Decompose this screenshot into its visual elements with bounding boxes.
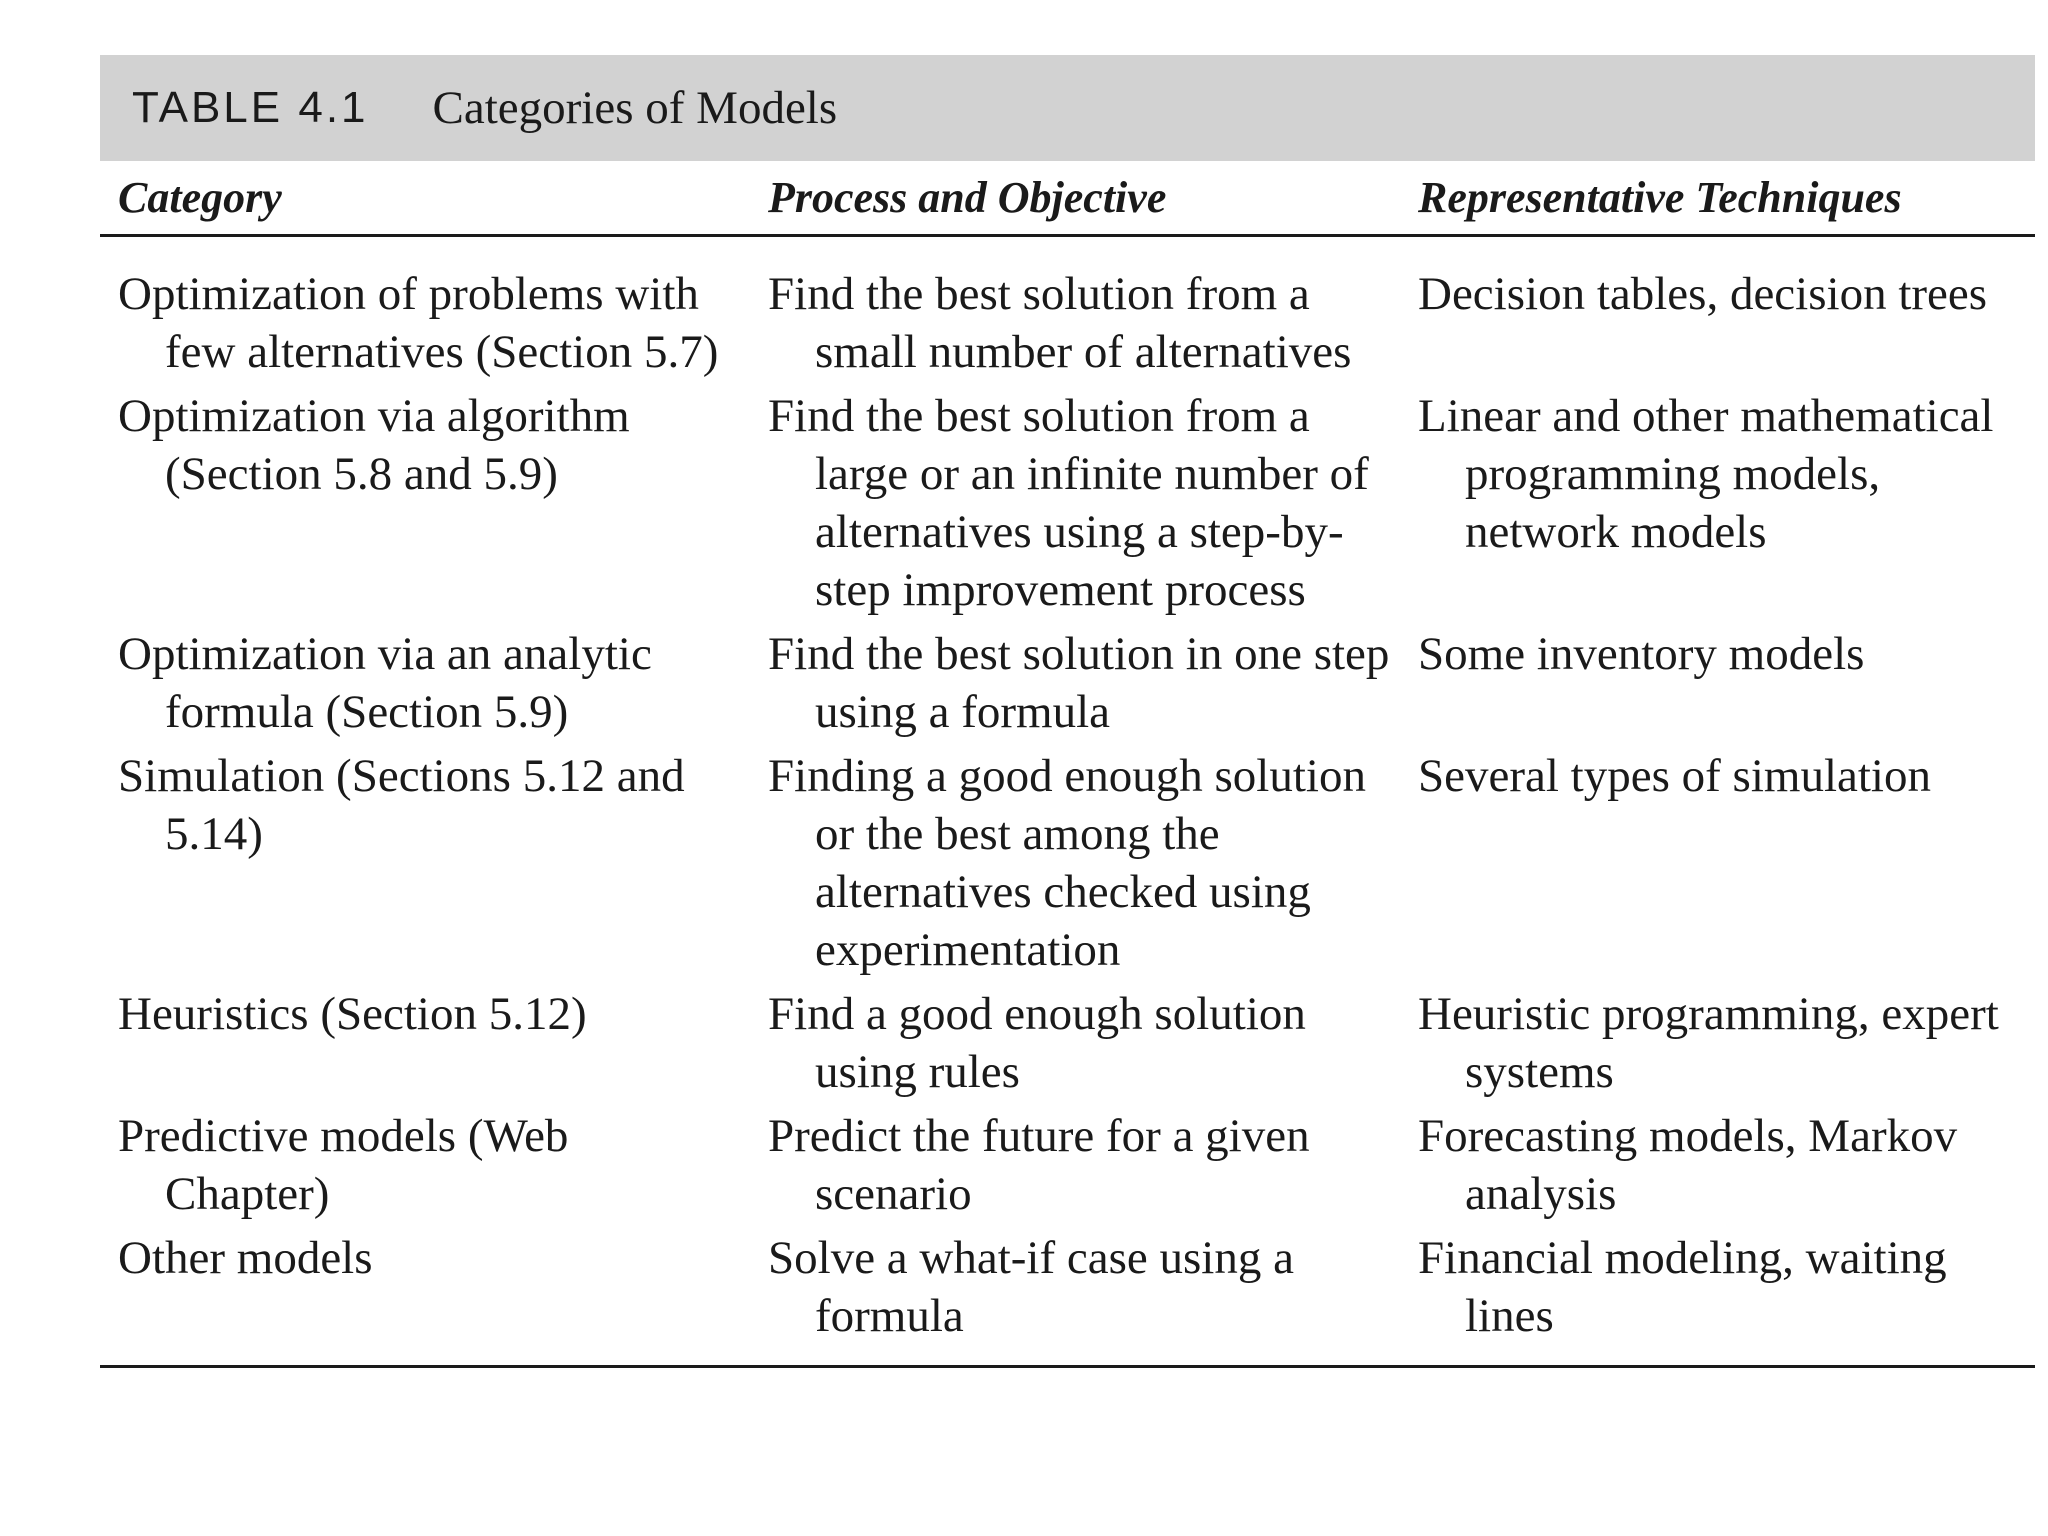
models-table	[100, 55, 2035, 1368]
techniques-cell: Forecasting models, Markov analysis	[1418, 1110, 1958, 1220]
table-number: TABLE 4.1	[132, 83, 369, 132]
process-cell: Find a good enough solution using rules	[768, 988, 1306, 1098]
table-title-bar	[100, 55, 2035, 161]
column-header-category: Category	[118, 173, 282, 222]
table-row	[100, 387, 2035, 619]
category-cell: Optimization via algorithm (Section 5.8 and 5.9)	[118, 390, 630, 500]
table-title: Categories of Models	[432, 82, 838, 134]
techniques-cell: Financial modeling, waiting lines	[1418, 1232, 1947, 1342]
table-header-row	[100, 161, 2035, 237]
table-row	[100, 1229, 2035, 1345]
process-cell: Solve a what-if case using a formula	[768, 1232, 1294, 1342]
techniques-cell: Heuristic programming, expert systems	[1418, 988, 1999, 1098]
category-cell: Heuristics (Section 5.12)	[118, 988, 587, 1040]
table-row	[100, 625, 2035, 741]
category-cell: Simulation (Sections 5.12 and 5.14)	[118, 750, 685, 860]
table-row	[100, 265, 2035, 381]
process-cell: Find the best solution in one step using a formula	[768, 628, 1390, 738]
process-cell: Predict the future for a given scenario	[768, 1110, 1310, 1220]
process-cell: Find the best solution from a small number of alternatives	[768, 268, 1352, 378]
category-cell: Optimization via an analytic formula (Section 5.9)	[118, 628, 652, 738]
category-cell: Other models	[118, 1232, 373, 1284]
column-header-techniques: Representative Techniques	[1418, 173, 1902, 222]
techniques-cell: Linear and other mathematical programming models, network models	[1418, 390, 1994, 558]
techniques-cell: Decision tables, decision trees	[1418, 268, 1988, 320]
process-cell: Find the best solution from a large or an infinite number of alternatives using a step-by-step improvement process	[768, 390, 1369, 616]
process-cell: Finding a good enough solution or the best among the alternatives checked using experimentation	[768, 750, 1366, 976]
table-row	[100, 747, 2035, 979]
column-header-process: Process and Objective	[768, 173, 1167, 222]
category-cell: Predictive models (Web Chapter)	[118, 1110, 569, 1220]
table-row	[100, 1107, 2035, 1223]
table-row	[100, 985, 2035, 1101]
techniques-cell: Some inventory models	[1418, 628, 1865, 680]
category-cell: Optimization of problems with few alternatives (Section 5.7)	[118, 268, 719, 378]
table-body	[100, 237, 2035, 1368]
techniques-cell: Several types of simulation	[1418, 750, 1931, 802]
